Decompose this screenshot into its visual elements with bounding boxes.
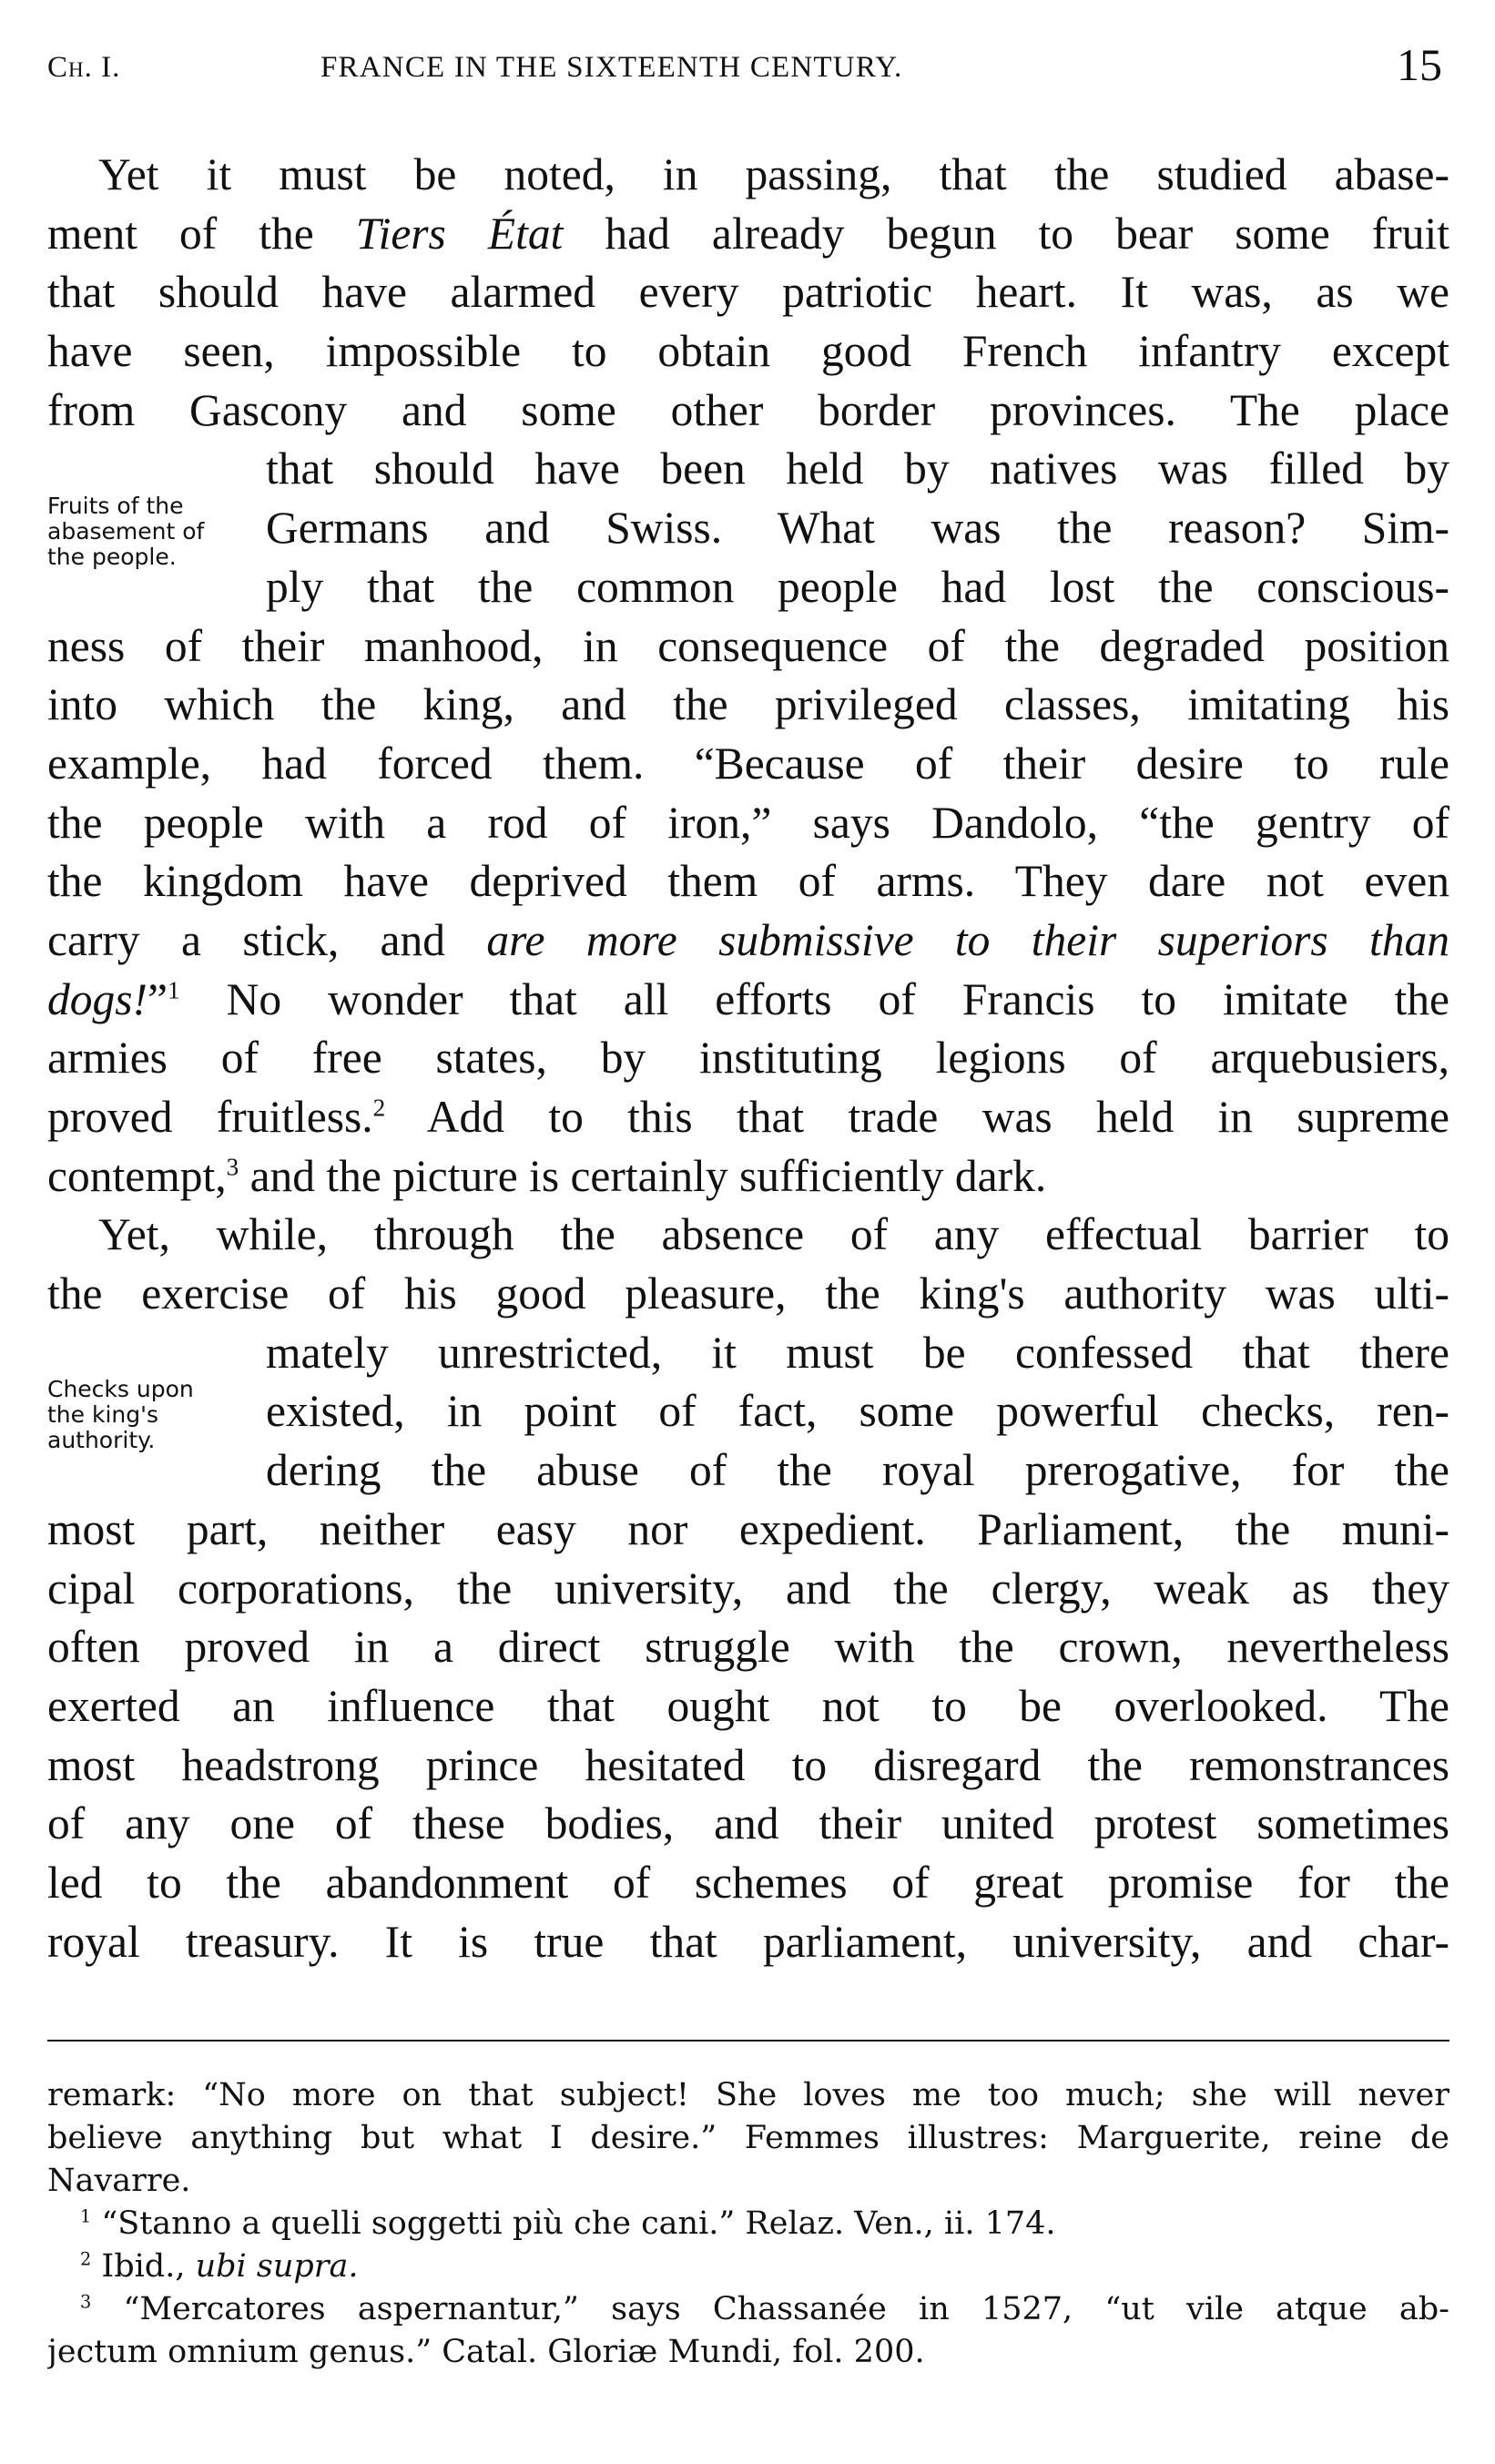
footnote-1: $^1$ “Stanno a quelli soggetti più che cani.” Relaz. Ven., ii. 174. — [80, 2205, 1056, 2242]
text-line: that should have alarmed every patriotic heart. It was, as we — [47, 267, 1449, 318]
text-line: dogs!”$^1$ No wonder that all efforts of Francis to imitate the — [47, 973, 1449, 1024]
margin-note-line: the people. — [47, 544, 177, 570]
text-line: have seen, impossible to obtain good French infantry except — [47, 326, 1449, 377]
text-line: that should have been held by natives was filled by — [266, 443, 1449, 494]
text-line: led to the abandonment of schemes of great promise for the — [47, 1857, 1449, 1908]
margin-note-line: authority. — [47, 1427, 156, 1453]
text-line: carry a stick, and are more submissive to their superiors than — [47, 914, 1449, 965]
text-line: Germans and Swiss. What was the reason? Sim- — [266, 503, 1449, 554]
italic-quote: dogs! — [47, 973, 147, 1024]
footnote-line: Navarre. — [47, 2163, 191, 2199]
running-title: FRANCE IN THE SIXTEENTH CENTURY. — [320, 51, 903, 84]
footnote-ref-2: 2 — [372, 1094, 386, 1122]
text-line: proved fruitless.$^2$ Add to this that trade was held in supreme — [47, 1092, 1449, 1142]
text-line: often proved in a direct struggle with the crown, nevertheless — [47, 1622, 1449, 1673]
footnote-3: $^3$ “Mercatores aspernantur,” says Chassanée in 1527, “ut vile atque ab- — [80, 2291, 1449, 2327]
chapter-label: Ch. I. — [47, 51, 121, 84]
text-line: contempt,$^3$ and the picture is certainly sufficiently dark. — [47, 1150, 1047, 1201]
footnotes — [47, 2074, 1449, 2374]
paragraph-1 — [47, 146, 1449, 1206]
text-line: existed, in point of fact, some powerful checks, ren- — [266, 1386, 1449, 1437]
text-line: the kingdom have deprived them of arms. They dare not even — [47, 856, 1449, 907]
text-line: mately unrestricted, it must be confessed that there — [266, 1327, 1449, 1378]
text-line: exerted an influence that ought not to be overlooked. The — [47, 1680, 1449, 1731]
italic-quote: are more submissive to their superiors than — [486, 914, 1449, 965]
paragraph-2 — [47, 1206, 1449, 1971]
footnote-ref-1: 1 — [167, 976, 180, 1004]
footnote-line: remark: “No more on that subject! She loves me too much; she will never — [47, 2077, 1449, 2113]
text-line: ness of their manhood, in consequence of the degraded position — [47, 620, 1449, 671]
text-line: the exercise of his good pleasure, the king's authority was ulti- — [47, 1268, 1449, 1319]
text-line: most part, neither easy nor expedient. Parliament, the muni- — [47, 1503, 1449, 1554]
text-line: dering the abuse of the royal prerogative, for the — [266, 1445, 1449, 1496]
footnote-mark: 2 — [80, 2248, 92, 2270]
italic-term: Tiers État — [355, 208, 564, 259]
text-line: example, had forced them. “Because of their desire to rule — [47, 738, 1449, 789]
text-line: ment of the Tiers État had already begun to bear some fruit — [47, 208, 1449, 259]
footnote-line: believe anything but what I desire.” Femmes illustres: Marguerite, reine de — [47, 2120, 1449, 2156]
main-text — [47, 146, 1449, 1971]
footnote-line: jectum omnium genus.” Catal. Gloriæ Mundi, fol. 200. — [47, 2334, 925, 2370]
running-header — [47, 38, 1449, 93]
footnote-mark: 3 — [80, 2291, 92, 2313]
margin-note-line: the king's — [47, 1401, 159, 1428]
text-line: Yet it must be noted, in passing, that the studied abase- — [98, 149, 1449, 199]
margin-note-line: Checks upon — [47, 1376, 194, 1402]
text-line: Yet, while, through the absence of any effectual barrier to — [98, 1209, 1449, 1260]
footnote-divider — [47, 2040, 1449, 2041]
text-line: royal treasury. It is true that parliament, university, and char- — [47, 1916, 1449, 1967]
text-line: ply that the common people had lost the conscious- — [266, 561, 1449, 612]
margin-note-line: Fruits of the — [47, 493, 184, 519]
text-line: armies of free states, by instituting legions of arquebusiers, — [47, 1033, 1449, 1084]
text-line: from Gascony and some other border provinces. The place — [47, 384, 1449, 435]
footnote-mark: 1 — [80, 2205, 92, 2227]
text-line: cipal corporations, the university, and the clergy, weak as they — [47, 1563, 1449, 1614]
page-number: 15 — [1397, 39, 1442, 90]
text-line: most headstrong prince hesitated to disregard the remonstrances — [47, 1739, 1449, 1790]
footnote-2: $^2$ Ibid., ubi supra. — [80, 2248, 359, 2285]
text-line: of any one of these bodies, and their united protest sometimes — [47, 1798, 1449, 1849]
text-line: the people with a rod of iron,” says Dandolo, “the gentry of — [47, 797, 1449, 848]
margin-note-line: abasement of — [47, 518, 205, 545]
text-line: into which the king, and the privileged classes, imitating his — [47, 679, 1449, 730]
book-page — [47, 0, 1449, 2464]
footnote-ref-3: 3 — [226, 1153, 239, 1181]
